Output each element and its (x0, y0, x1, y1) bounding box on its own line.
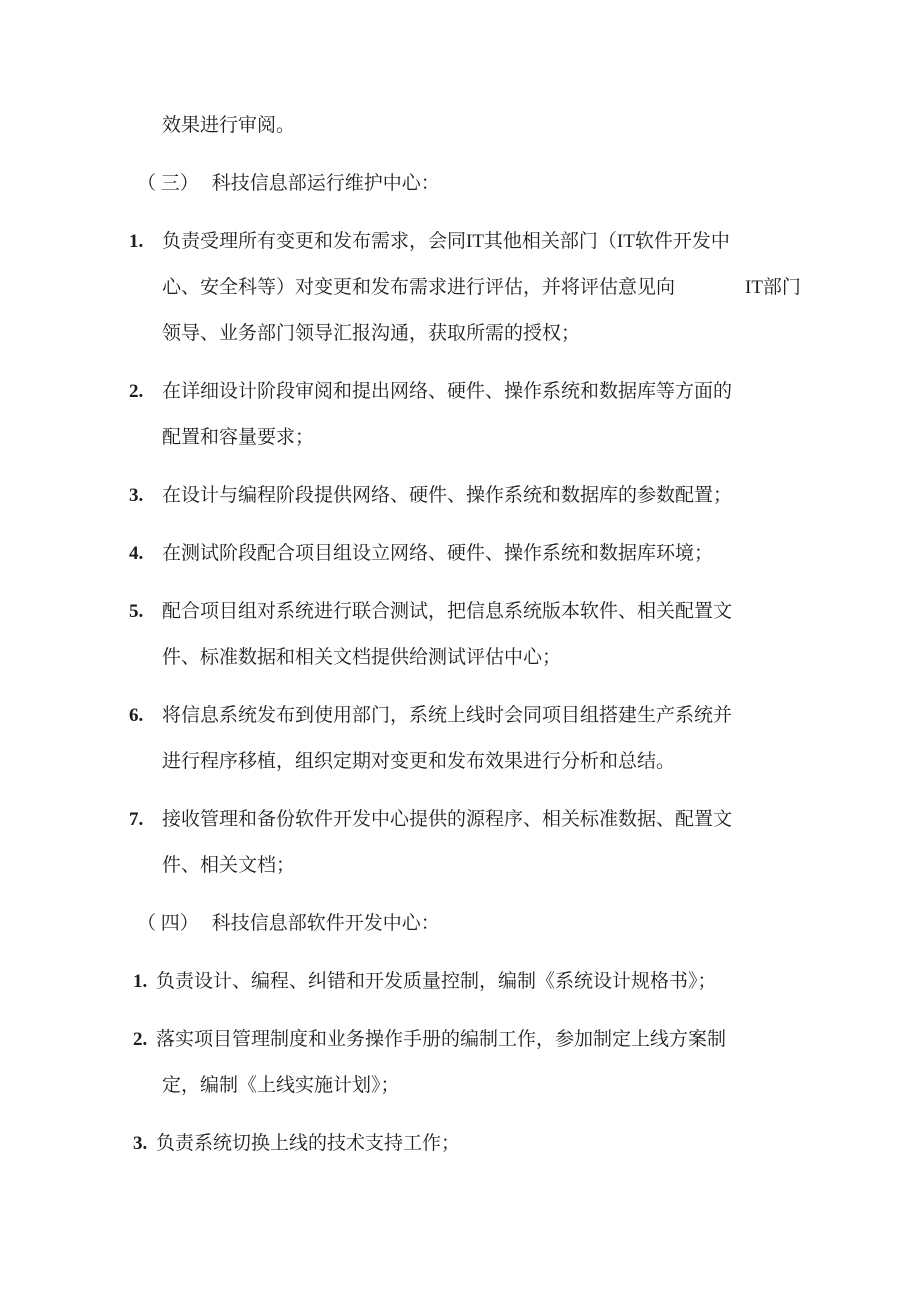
section-3-item-5 (0, 589, 920, 681)
section-4-heading-title: 科技信息部软件开发中心： (211, 913, 440, 934)
item-line (0, 473, 920, 519)
section-3-heading-line (0, 161, 920, 207)
item-line (0, 311, 920, 357)
item-line-text: 件、标准数据和相关文档提供给测试评估中心； (162, 647, 562, 668)
item-number: 1. (129, 231, 144, 252)
section-4-heading-line (0, 901, 920, 947)
section-3-item-3 (0, 473, 920, 519)
item-line (0, 797, 920, 843)
item-line-text: 定，编制《上线实施计划》； (162, 1075, 400, 1096)
item-line-text: 负责系统切换上线的技术支持工作； (156, 1133, 461, 1154)
item-line (0, 635, 920, 681)
item-line-text: 在测试阶段配合项目组设立网络、硬件、操作系统和数据库环境； (162, 543, 714, 564)
section-4-heading (0, 901, 920, 947)
section-3-item-6 (0, 693, 920, 785)
item-line (0, 959, 920, 1005)
item-line-text: 在设计与编程阶段提供网络、硬件、操作系统和数据库的参数配置； (162, 485, 733, 506)
item-line-aside-text: IT部门 (745, 277, 801, 298)
section-3-item-4 (0, 531, 920, 577)
item-number: 2. (129, 381, 144, 402)
section-3-item-7 (0, 797, 920, 889)
item-line-text: 落实项目管理制度和业务操作手册的编制工作，参加制定上线方案制 (156, 1029, 727, 1050)
item-line (0, 739, 920, 785)
section-3-heading (0, 161, 920, 207)
item-line-text: 负责受理所有变更和发布需求，会同IT其他相关部门（IT软件开发中 (162, 231, 730, 252)
section-3-heading-title: 科技信息部运行维护中心： (211, 173, 440, 194)
item-line-text: 在详细设计阶段审阅和提出网络、硬件、操作系统和数据库等方面的 (162, 381, 733, 402)
section-4-item-2 (0, 1017, 920, 1109)
item-line-text: 领导、业务部门领导汇报沟通，获取所需的授权； (162, 323, 581, 344)
section-4-item-1 (0, 959, 920, 1005)
item-line (0, 369, 920, 415)
item-line (0, 219, 920, 265)
item-line-text: 配合项目组对系统进行联合测试，把信息系统版本软件、相关配置文 (162, 601, 733, 622)
item-number: 2. (133, 1029, 148, 1050)
item-line-text: 接收管理和备份软件开发中心提供的源程序、相关标准数据、配置文 (162, 809, 733, 830)
item-line (0, 531, 920, 577)
section-3-item-2 (0, 369, 920, 461)
item-number: 3. (129, 485, 144, 506)
section-4-heading-prefix: （ 四） (137, 913, 199, 934)
item-number: 7. (129, 809, 144, 830)
item-line (0, 1063, 920, 1109)
item-number: 1. (133, 971, 148, 992)
opening-line-text: 效果进行审阅。 (162, 115, 296, 136)
item-line (0, 415, 920, 461)
opening-line (0, 103, 920, 149)
item-line (0, 1017, 920, 1063)
section-3-heading-prefix: （ 三） (137, 173, 199, 194)
item-number: 5. (129, 601, 144, 622)
item-line (0, 1121, 920, 1167)
item-line-text: 进行程序移植，组织定期对变更和发布效果进行分析和总结。 (162, 751, 676, 772)
section-3-item-1 (0, 219, 920, 357)
item-line (0, 589, 920, 635)
item-line-text: 负责设计、编程、纠错和开发质量控制，编制《系统设计规格书》； (156, 971, 717, 992)
section-4-item-3 (0, 1121, 920, 1167)
item-line-text: 心、安全科等）对变更和发布需求进行评估，并将评估意见向 (162, 277, 676, 298)
item-number: 6. (129, 705, 144, 726)
item-line-text: 将信息系统发布到使用部门，系统上线时会同项目组搭建生产系统并 (162, 705, 733, 726)
item-line (0, 843, 920, 889)
item-number: 4. (129, 543, 144, 564)
item-line (0, 265, 920, 311)
item-line-text: 配置和容量要求； (162, 427, 315, 448)
item-line-text: 件、相关文档； (162, 855, 296, 876)
opening-paragraph (0, 103, 920, 149)
item-number: 3. (133, 1133, 148, 1154)
item-line (0, 693, 920, 739)
